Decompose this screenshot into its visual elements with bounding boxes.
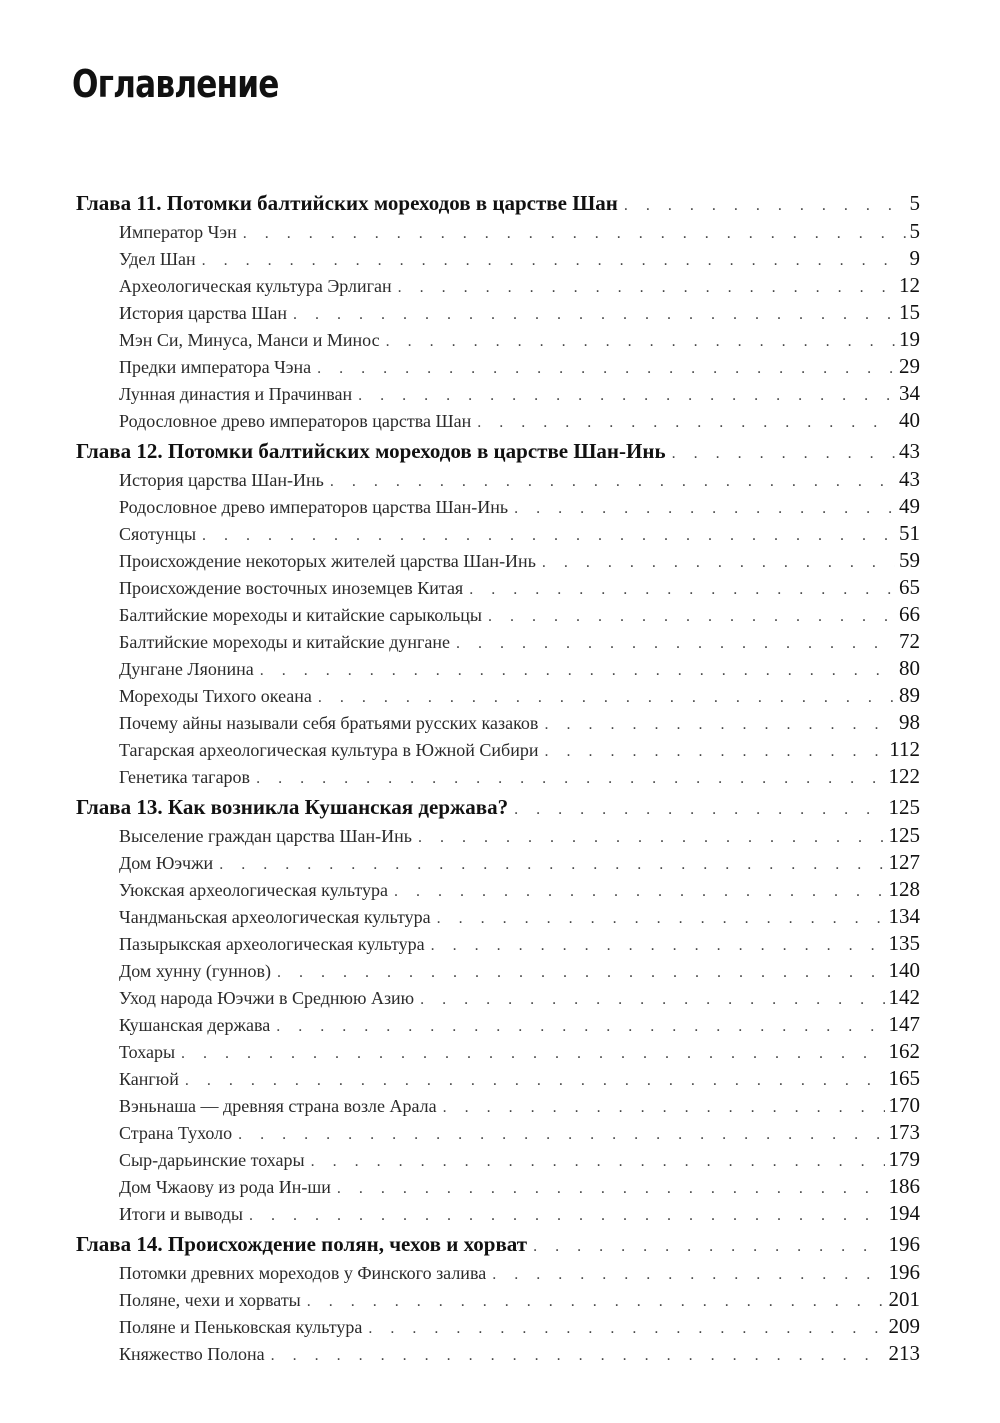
page-number: 72 — [899, 629, 920, 653]
page-number: 194 — [888, 1201, 920, 1225]
dot-leader — [514, 795, 884, 824]
page-number: 122 — [888, 764, 920, 788]
dot-leader — [418, 824, 885, 851]
section-title: Выселение граждан царства Шан-Инь — [119, 826, 412, 846]
toc-section-entry[interactable] — [76, 849, 920, 876]
toc-section-entry[interactable] — [76, 380, 920, 407]
dot-leader — [317, 355, 895, 382]
section-title: Чандманьская археологическая культура — [119, 907, 431, 927]
dot-leader — [256, 765, 884, 792]
toc-section-entry[interactable] — [76, 1065, 920, 1092]
toc-section-entry[interactable] — [76, 407, 920, 434]
toc-section-entry[interactable] — [76, 218, 920, 245]
dot-leader — [533, 1232, 884, 1261]
page-number: 65 — [899, 575, 920, 599]
dot-leader — [293, 301, 895, 328]
page-number: 98 — [899, 710, 920, 734]
section-title: Кангюй — [119, 1069, 179, 1089]
toc-section-entry[interactable] — [76, 601, 920, 628]
toc-section-entry[interactable] — [76, 1092, 920, 1119]
page-number: 196 — [888, 1260, 920, 1284]
toc-section-entry[interactable] — [76, 1259, 920, 1286]
dot-leader — [185, 1067, 885, 1094]
toc-chapter-entry[interactable] — [76, 1230, 920, 1259]
page-number: 140 — [888, 958, 920, 982]
dot-leader — [420, 986, 884, 1013]
dot-leader — [544, 711, 895, 738]
toc-chapter-entry[interactable] — [76, 793, 920, 822]
toc-section-entry[interactable] — [76, 245, 920, 272]
page-number: 9 — [909, 246, 920, 270]
toc-section-entry[interactable] — [76, 1146, 920, 1173]
section-title: Мореходы Тихого океана — [119, 686, 312, 706]
dot-leader — [443, 1094, 885, 1121]
section-title: Уход народа Юэчжи в Среднюю Азию — [119, 988, 415, 1008]
page-number: 209 — [888, 1314, 920, 1338]
toc-section-entry[interactable] — [76, 1200, 920, 1227]
page-number: 34 — [899, 381, 920, 405]
section-title: Тагарская археологическая культура в Южной Сибири — [119, 740, 539, 760]
page-number: 135 — [888, 931, 920, 955]
toc-section-entry[interactable] — [76, 1173, 920, 1200]
section-title: Император Чэн — [119, 222, 237, 242]
toc-section-entry[interactable] — [76, 326, 920, 353]
dot-leader — [542, 549, 895, 576]
page-number: 213 — [888, 1341, 920, 1365]
page-number: 49 — [899, 494, 920, 518]
page-number: 80 — [899, 656, 920, 680]
section-title: Пазырыкская археологическая культура — [119, 934, 425, 954]
section-title: Лунная династия и Прачинван — [119, 384, 353, 404]
page-number: 43 — [899, 439, 920, 463]
page-number: 15 — [899, 300, 920, 324]
dot-leader — [477, 409, 895, 436]
section-title: Предки императора Чэна — [119, 357, 312, 377]
section-title: Кушанская держава — [119, 1015, 271, 1035]
toc-section-entry[interactable] — [76, 1011, 920, 1038]
page-number: 127 — [888, 850, 920, 874]
dot-leader — [672, 439, 895, 468]
toc-section-entry[interactable] — [76, 984, 920, 1011]
page-number: 51 — [899, 521, 920, 545]
toc-section-entry[interactable] — [76, 822, 920, 849]
toc-chapter-entry[interactable] — [76, 189, 920, 218]
table-of-contents — [76, 186, 920, 1367]
dot-leader — [260, 657, 895, 684]
section-title: Вэньнаша — древняя страна возле Арала — [119, 1096, 437, 1116]
section-title: Археологическая культура Эрлиган — [119, 276, 392, 296]
dot-leader — [456, 630, 895, 657]
dot-leader — [469, 576, 895, 603]
page-number: 12 — [899, 273, 920, 297]
section-title: Княжество Полона — [119, 1344, 265, 1364]
dot-leader — [202, 247, 906, 274]
page-number: 29 — [899, 354, 920, 378]
page-number: 89 — [899, 683, 920, 707]
page-title: Оглавление — [72, 62, 279, 106]
toc-section-entry[interactable] — [76, 1119, 920, 1146]
page-number: 186 — [888, 1174, 920, 1198]
dot-leader — [307, 1288, 885, 1315]
dot-leader — [311, 1148, 885, 1175]
dot-leader — [514, 495, 895, 522]
page-number: 125 — [888, 795, 920, 819]
section-title: Поляне и Пеньковская культура — [119, 1317, 363, 1337]
section-title: Уюкская археологическая культура — [119, 880, 388, 900]
dot-leader — [181, 1040, 884, 1067]
toc-section-entry[interactable] — [76, 930, 920, 957]
toc-section-entry[interactable] — [76, 547, 920, 574]
toc-section-entry[interactable] — [76, 957, 920, 984]
page-number: 125 — [888, 823, 920, 847]
section-title: Страна Тухоло — [119, 1123, 233, 1143]
page-number: 147 — [888, 1012, 920, 1036]
toc-section-entry[interactable] — [76, 655, 920, 682]
toc-chapter-entry[interactable] — [76, 437, 920, 466]
dot-leader — [271, 1342, 885, 1369]
section-title: Итоги и выводы — [119, 1204, 243, 1224]
dot-leader — [437, 905, 885, 932]
toc-section-entry[interactable] — [76, 682, 920, 709]
page-number: 112 — [889, 737, 920, 761]
toc-section-entry[interactable] — [76, 1340, 920, 1367]
page-number: 162 — [888, 1039, 920, 1063]
toc-section-entry[interactable] — [76, 520, 920, 547]
page-number: 5 — [909, 191, 920, 215]
dot-leader — [398, 274, 895, 301]
dot-leader — [238, 1121, 884, 1148]
section-title: Почему айны называли себя братьями русских казаков — [119, 713, 539, 733]
section-title: Удел Шан — [119, 249, 196, 269]
page-number: 173 — [888, 1120, 920, 1144]
section-title: История царства Шан-Инь — [119, 470, 324, 490]
dot-leader — [318, 684, 895, 711]
dot-leader — [202, 522, 895, 549]
dot-leader — [358, 382, 895, 409]
dot-leader — [488, 603, 895, 630]
section-title: Поляне, чехи и хорваты — [119, 1290, 301, 1310]
page-number: 128 — [888, 877, 920, 901]
section-title: Сяотунцы — [119, 524, 197, 544]
page-number: 66 — [899, 602, 920, 626]
section-title: Происхождение некоторых жителей царства Шан-Инь — [119, 551, 536, 571]
page-number: 196 — [888, 1232, 920, 1256]
section-title: Мэн Си, Минуса, Манси и Минос — [119, 330, 380, 350]
chapter-title: Глава 14. Происхождение полян, чехов и хорват — [76, 1232, 528, 1256]
dot-leader — [276, 1013, 884, 1040]
section-title: Потомки древних мореходов у Финского залива — [119, 1263, 487, 1283]
toc-section-entry[interactable] — [76, 1313, 920, 1340]
dot-leader — [386, 328, 895, 355]
dot-leader — [624, 191, 906, 220]
chapter-title: Глава 11. Потомки балтийских мореходов в царстве Шан — [76, 191, 618, 215]
dot-leader — [337, 1175, 885, 1202]
section-title: Происхождение восточных иноземцев Китая — [119, 578, 464, 598]
page-number: 19 — [899, 327, 920, 351]
toc-section-entry[interactable] — [76, 736, 920, 763]
dot-leader — [368, 1315, 884, 1342]
toc-section-entry[interactable] — [76, 628, 920, 655]
page-number: 43 — [899, 467, 920, 491]
toc-section-entry[interactable] — [76, 709, 920, 736]
toc-section-entry[interactable] — [76, 903, 920, 930]
dot-leader — [492, 1261, 884, 1288]
toc-section-entry[interactable] — [76, 466, 920, 493]
page-number: 40 — [899, 408, 920, 432]
toc-section-entry[interactable] — [76, 876, 920, 903]
chapter-title: Глава 12. Потомки балтийских мореходов в царстве Шан-Инь — [76, 439, 666, 463]
section-title: Тохары — [119, 1042, 176, 1062]
section-title: Дом хунну (гуннов) — [119, 961, 272, 981]
section-title: Генетика тагаров — [119, 767, 251, 787]
dot-leader — [431, 932, 885, 959]
page-number: 165 — [888, 1066, 920, 1090]
dot-leader — [243, 220, 906, 247]
toc-section-entry[interactable] — [76, 299, 920, 326]
dot-leader — [277, 959, 884, 986]
dot-leader — [330, 468, 895, 495]
page-number: 59 — [899, 548, 920, 572]
page-number: 142 — [888, 985, 920, 1009]
page-number: 201 — [888, 1287, 920, 1311]
dot-leader — [249, 1202, 885, 1229]
dot-leader — [544, 738, 885, 765]
page-number: 5 — [909, 219, 920, 243]
page-number: 134 — [888, 904, 920, 928]
toc-section-entry[interactable] — [76, 574, 920, 601]
chapter-title: Глава 13. Как возникла Кушанская держава? — [76, 795, 509, 819]
section-title: Родословное древо императоров царства Шан — [119, 411, 472, 431]
toc-section-entry[interactable] — [76, 1038, 920, 1065]
dot-leader — [394, 878, 885, 905]
toc-section-entry[interactable] — [76, 493, 920, 520]
section-title: Дом Чжаову из рода Ин-ши — [119, 1177, 331, 1197]
toc-section-entry[interactable] — [76, 272, 920, 299]
section-title: Родословное древо императоров царства Шан-Инь — [119, 497, 509, 517]
page-number: 170 — [888, 1093, 920, 1117]
section-title: Дом Юэчжи — [119, 853, 214, 873]
section-title: Сыр-дарьинские тохары — [119, 1150, 305, 1170]
section-title: Балтийские мореходы и китайские сарыкольцы — [119, 605, 483, 625]
toc-section-entry[interactable] — [76, 763, 920, 790]
section-title: Балтийские мореходы и китайские дунгане — [119, 632, 451, 652]
dot-leader — [219, 851, 884, 878]
toc-section-entry[interactable] — [76, 1286, 920, 1313]
section-title: История царства Шан — [119, 303, 288, 323]
toc-section-entry[interactable] — [76, 353, 920, 380]
page-number: 179 — [888, 1147, 920, 1171]
section-title: Дунгане Ляонина — [119, 659, 254, 679]
